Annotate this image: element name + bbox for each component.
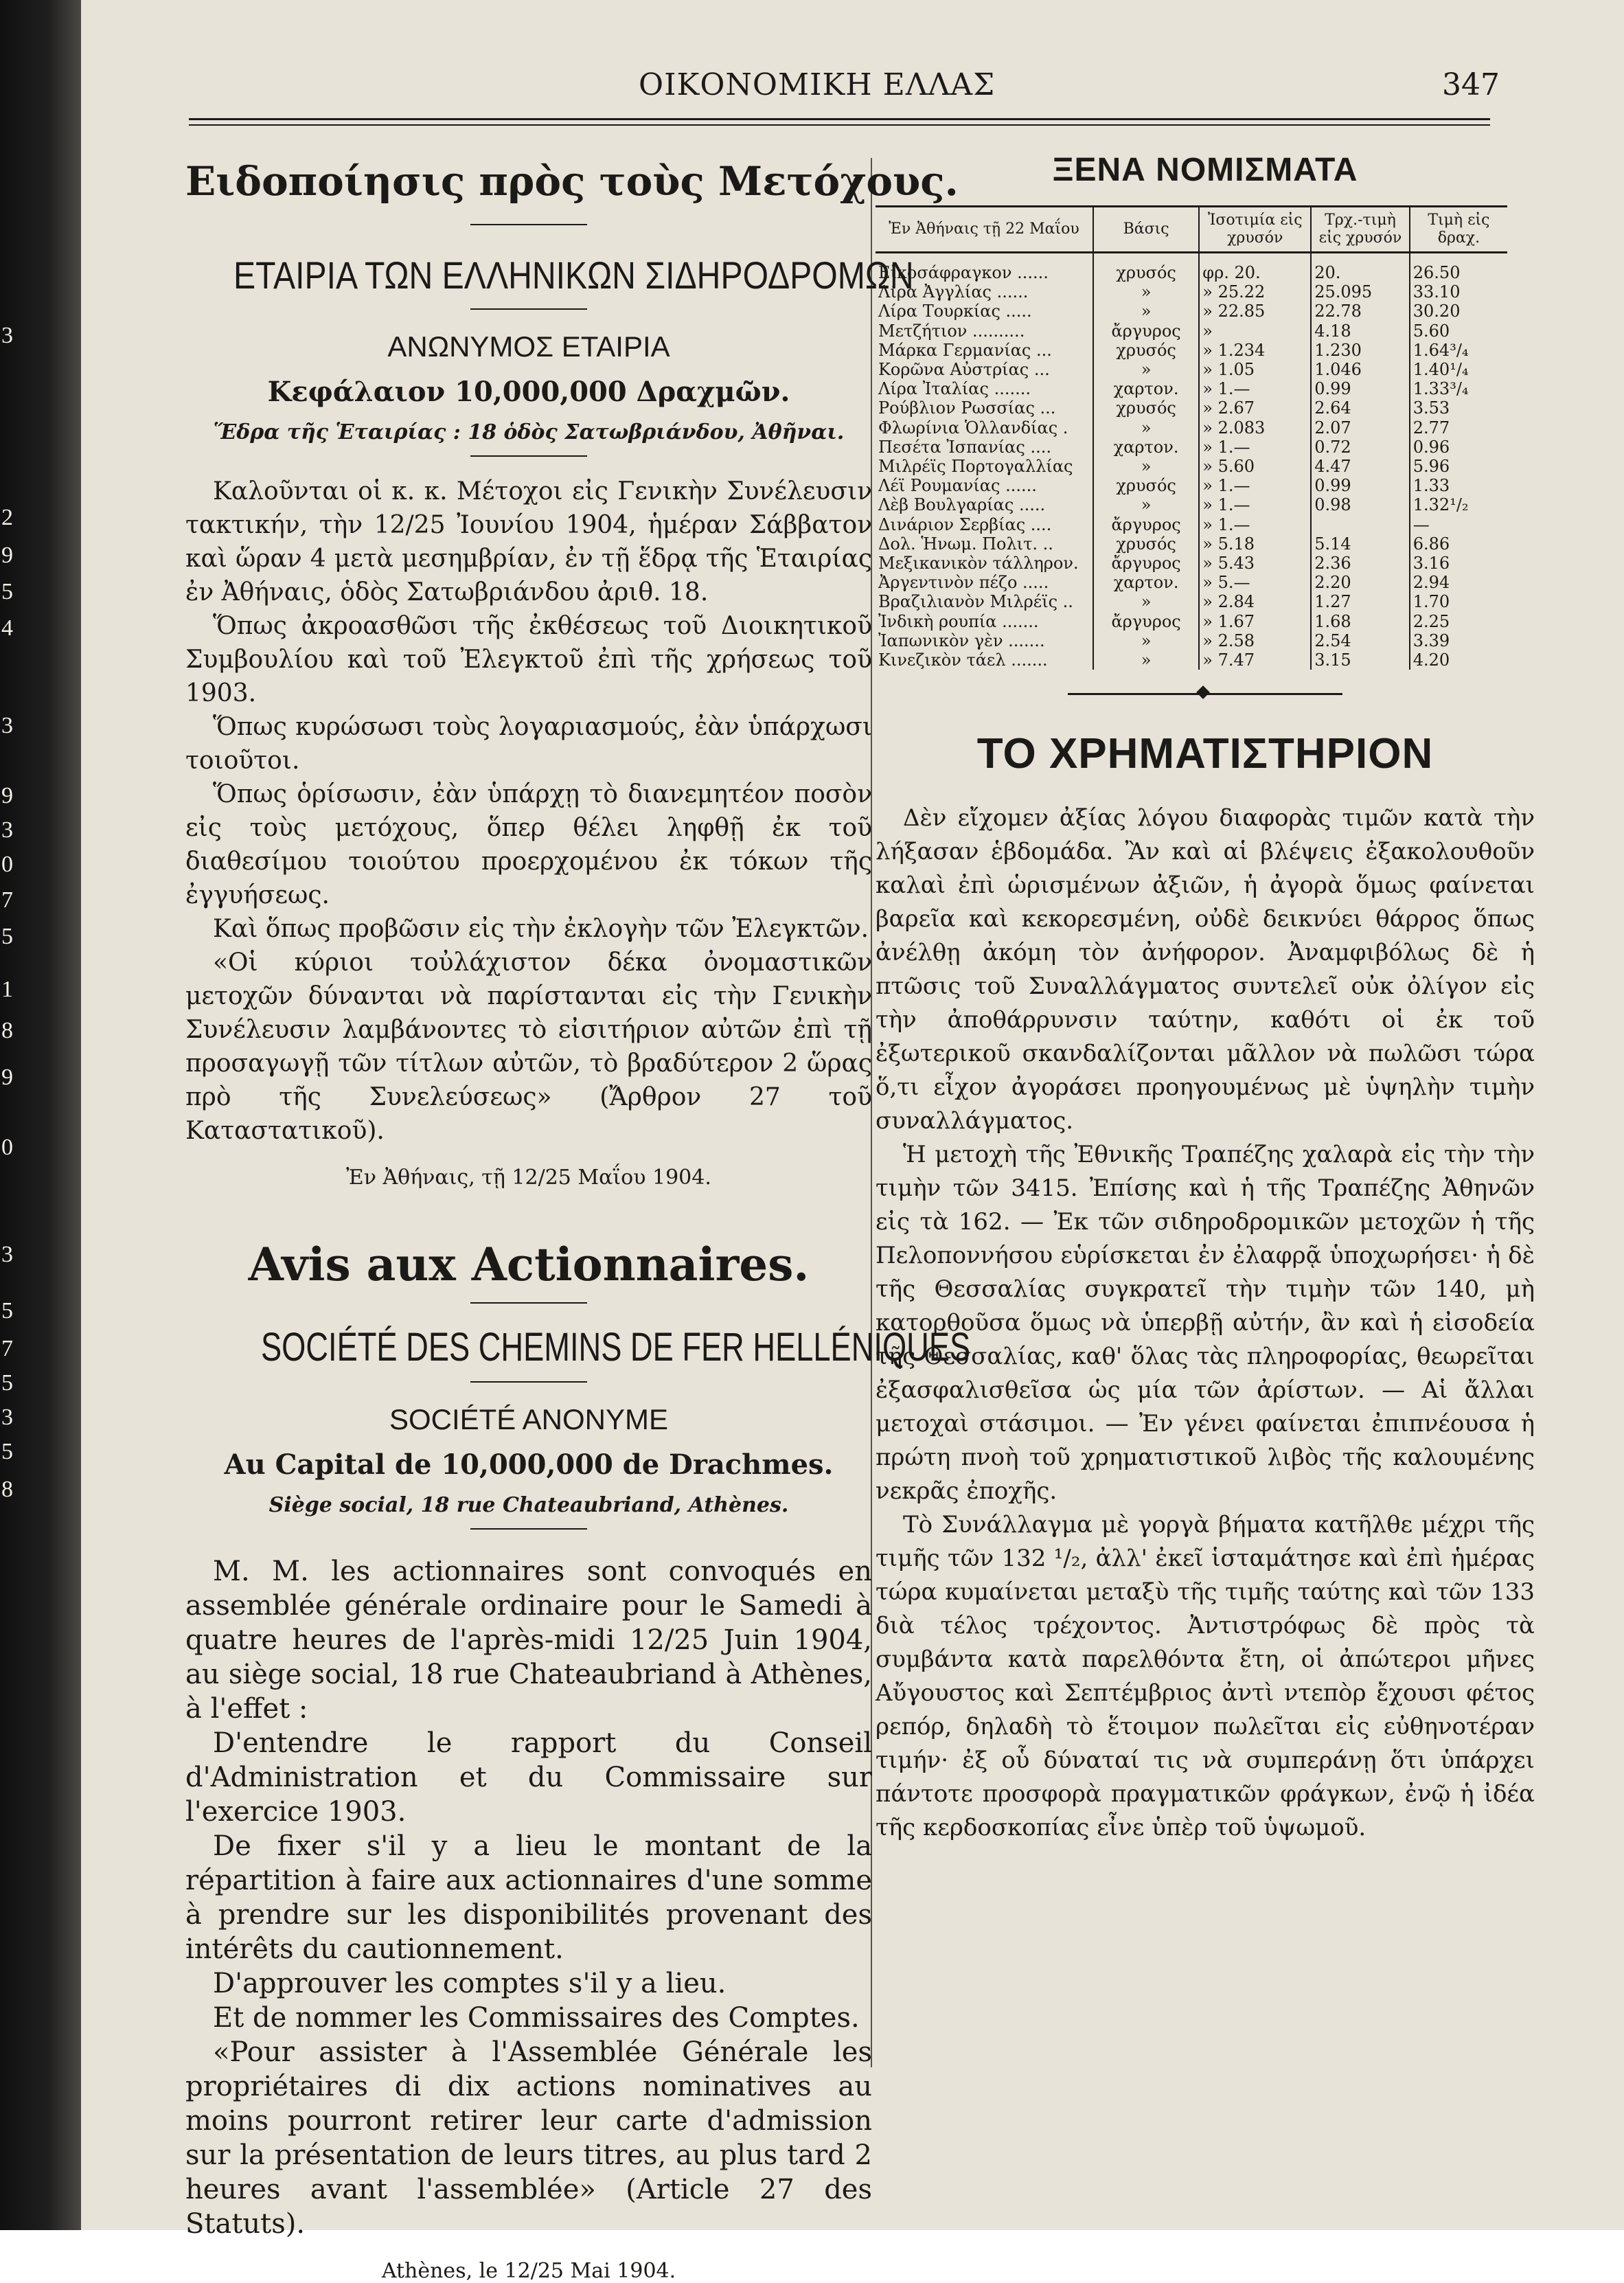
basis-cell: » xyxy=(1093,631,1199,650)
binding-digit: 7 xyxy=(1,887,13,913)
table-row xyxy=(876,253,1507,283)
table-row xyxy=(876,398,1507,418)
binding-digit: 5 xyxy=(1,1298,13,1324)
gold-parity-cell: » xyxy=(1199,321,1311,341)
right-column xyxy=(876,151,1535,1845)
drachma-price-cell: 5.96 xyxy=(1410,457,1507,476)
paragraph: Ἡ μετοχὴ τῆς Ἐθνικῆς Τραπέζης χαλαρὰ εἰς τὴν τὴν τιμὴν τῶν 3415. Ἐπίσης καὶ ἡ τῆς Τραπέζης Ἀθηνῶν εἰς τὰ 162. — Ἐκ τῶν σιδηροδρομικῶν μετοχῶν ἡ τῆς Πελοποννήσου εὑρίσκεται ἐν ἐλαφρᾷ ὑποχωρήσει· ἡ δὲ τῆς Θεσσαλίας συγκρατεῖ τὴν τιμὴν τῶν 140, μὴ κατορθοῦσα ὅμως νὰ ὑπερβῇ αὐτήν, ἂν καὶ ἡ εἰσοδεία τῆς Θεσσαλίας, καθ' ὅλας τὰς πληροφορίας, θεωρεῖται ἐξασφαλισθεῖσα ὡς μία τῶν ἀρίστων. — Αἱ ἄλλαι μετοχαὶ στάσιμοι. — Ἐν γένει φαίνεται ἐπιπνέουσα ἡ πρώτη πνοὴ τοῦ χρηματιστικοῦ λιβὸς τῆς καλουμένης νεκρᾶς ἐποχῆς. xyxy=(876,1141,1535,1506)
currency-name-cell: Φλωρίνια Ὁλλανδίας . xyxy=(878,418,1068,438)
currency-name-cell: Μιλρέϊς Πορτογαλλίας xyxy=(878,457,1073,477)
basis-cell: » xyxy=(1093,457,1199,476)
gold-parity-cell: » 1.— xyxy=(1199,495,1311,514)
greek-seat: Ἕδρα τῆς Ἑταιρίας : 18 ὁδὸς Σατωβριάνδου, Ἀθῆναι. xyxy=(213,420,845,444)
page-number: 347 xyxy=(1442,67,1500,102)
gold-parity-cell: » 1.— xyxy=(1199,438,1311,457)
currency-name-cell: Ἀργεντινὸν πέζο ..... xyxy=(878,573,1049,593)
drachma-price-cell: 26.50 xyxy=(1410,253,1507,283)
current-gold-cell: 2.07 xyxy=(1311,418,1410,438)
drachma-price-cell: 1.40¹/₄ xyxy=(1410,360,1507,379)
current-gold-cell: 1.68 xyxy=(1311,612,1410,631)
currency-name-cell: Λέϊ Ρουμανίας ...... xyxy=(878,476,1037,496)
currency-name-cell: Κορῶνα Αὐστρίας ... xyxy=(878,360,1050,380)
table-row xyxy=(876,282,1507,302)
current-gold-cell xyxy=(1311,515,1410,534)
basis-cell: » xyxy=(1093,495,1199,514)
currency-name-cell: Λὲβ Βουλγαρίας ..... xyxy=(878,495,1046,515)
header-rule-bottom xyxy=(189,124,1490,126)
paragraph: D'entendre le rapport du Conseil d'Administration et du Commissaire sur l'exercice 1903. xyxy=(185,1727,872,1828)
gold-parity-cell: » 1.— xyxy=(1199,476,1311,495)
french-signature-date: Athènes, le 12/25 Mai 1904. xyxy=(381,2259,676,2283)
binding-digit: 3 xyxy=(1,323,13,348)
gold-parity-cell: » 22.85 xyxy=(1199,302,1311,321)
drachma-price-cell: 4.20 xyxy=(1410,650,1507,670)
table-row xyxy=(876,495,1507,514)
currency-name-cell: Κινεζικὸν τάελ ....... xyxy=(878,650,1048,670)
table-row xyxy=(876,631,1507,650)
basis-cell: » xyxy=(1093,282,1199,302)
currency-name-cell: Λίρα Τουρκίας ..... xyxy=(878,302,1032,321)
drachma-price-cell: 1.33³/₄ xyxy=(1410,379,1507,398)
french-seat: Siège social, 18 rue Chateaubriand, Athènes. xyxy=(268,1493,789,1517)
gold-parity-cell: » 1.234 xyxy=(1199,341,1311,360)
french-company-type: SOCIÉTÉ ANONYME xyxy=(389,1403,669,1435)
drachma-price-cell: 6.86 xyxy=(1410,534,1507,554)
currency-name-cell: Δινάριον Σερβίας .... xyxy=(878,514,1052,534)
paragraph: «Pour assister à l'Assemblée Générale les propriétaires di dix actions nominatives au moins pourront retirer leur carte d'admission sur la présentation de leurs titres, au plus tard 2 heures avant l'assemblée» (Article 27 des Statuts). xyxy=(185,2036,872,2240)
paragraph: Ὅπως ὁρίσωσιν, ἐὰν ὑπάρχῃ τὸ διανεμητέον ποσὸν εἰς τοὺς μετόχους, ὅπερ θέλει ληφθῇ ἐκ τοῦ διαθεσίμου τοιούτου προερχομένου ἐκ τόκων τῆς ἐγγυήσεως. xyxy=(185,780,872,909)
divider xyxy=(470,1302,587,1304)
basis-cell: χαρτον. xyxy=(1093,379,1199,398)
currency-name-cell: Μάρκα Γερμανίας ... xyxy=(878,340,1052,360)
current-gold-cell: 0.99 xyxy=(1311,476,1410,495)
basis-cell: » xyxy=(1093,360,1199,379)
drachma-price-cell: 1.33 xyxy=(1410,476,1507,495)
drachma-price-cell: 33.10 xyxy=(1410,282,1507,302)
currency-name-cell: Λίρα Ἰταλίας ....... xyxy=(878,379,1031,399)
ornament-diamond xyxy=(1196,685,1210,699)
paragraph: Δὲν εἴχομεν ἀξίας λόγου διαφορὰς τιμῶν κατὰ τὴν λήξασαν ἑβδομάδα. Ἂν καὶ αἱ βλέψεις ἐξακολουθοῦν καλαὶ ἐπὶ ὡρισμένων ἀξιῶν, ἡ ἀγορὰ ὅμως φαίνεται βαρεῖα καὶ κεκορεσμένη, οὐδὲ δεικνύει θάρρος ὅπως ἀνέλθῃ ἀκόμη τὸν ἀνήφορον. Ἀναμφιβόλως δὲ ἡ πτῶσις τοῦ Συναλλάγματος συντελεῖ οὐκ ὀλίγον εἰς τὴν ἀποθάρρυνσιν ταύτην, καθότι οἱ ἐκ τοῦ ἐξωτερικοῦ σκανδαλίζονται μᾶλλον νὰ πωλῶσι τώρα ὅ,τι εἶχον ἀγοράσει προηγουμένως μὲ ὑψηλὴν τιμὴν συναλλάγματος. xyxy=(876,804,1535,1135)
gold-parity-cell: » 25.22 xyxy=(1199,282,1311,302)
currency-name-cell: Βραζιλιανὸν Μιλρέϊς .. xyxy=(878,592,1073,612)
current-gold-cell: 4.47 xyxy=(1311,457,1410,476)
drachma-price-cell: 1.70 xyxy=(1410,592,1507,611)
drachma-price-cell: 0.96 xyxy=(1410,438,1507,457)
paragraph: Καλοῦνται οἱ κ. κ. Μέτοχοι εἰς Γενικὴν Συνέλευσιν τακτικήν, τὴν 12/25 Ἰουνίου 1904, ἡμέραν Σάββατον καὶ ὥραν 4 μετὰ μεσημβρίαν, ἐν τῇ ἕδρᾳ τῆς Ἑταιρίας ἐν Ἀθήναις, ὁδὸς Σατωβριάνδου ἀριθ. 18. xyxy=(185,477,872,606)
divider xyxy=(470,455,587,457)
paragraph: M. M. les actionnaires sont convoqués en assemblée générale ordinaire pour le Samedi à quatre heures de l'après-midi 12/25 Juin 1904, au siège social, 18 rue Chateaubriand à Athènes, à l'effet : xyxy=(185,1556,872,1725)
binding-digit: 0 xyxy=(1,852,13,877)
basis-cell: ἄργυρος xyxy=(1093,321,1199,341)
current-gold-cell: 2.36 xyxy=(1311,554,1410,573)
gold-parity-cell: » 5.18 xyxy=(1199,534,1311,554)
current-gold-cell: 20. xyxy=(1311,253,1410,283)
table-row xyxy=(876,515,1507,534)
basis-cell: » xyxy=(1093,650,1199,670)
column-header-date: Ἐν Ἀθήναις τῇ 22 Μαΐου xyxy=(876,207,1093,253)
paragraph: Τὸ Συνάλλαγμα μὲ γοργὰ βήματα κατῆλθε μέχρι τῆς τιμῆς τῶν 132 ¹/₂, ἀλλ' ἐκεῖ ἱσταμάτησε καὶ ἐπὶ ἡμέρας τώρα κυμαίνεται μεταξὺ τῆς τιμῆς ταύτης καὶ τῶν 133 διὰ τέλος τρέχοντος. Ἀντιστρόφως δὲ πρὸς τὰ συμβάντα κατὰ παρελθόντα ἔτη, οἱ ἀπώτεροι μῆνες Αὔγουστος καὶ Σεπτέμβριος ἀντὶ ντεπὸρ ἔχουσι φέτος ρεπόρ, δηλαδὴ τὸ ἕτοιμον πωλεῖται εἰς εὐθηνοτέραν τιμήν· ἐξ οὗ δύναταί τις νὰ συμπεράνῃ ὅτι ὑπάρχει πάντοτε προσφορὰ πραγματικῶν φράγκων, ἐνῷ ἡ ἰδέα τῆς κερδοσκοπίας εἶνε ὑπὲρ τοῦ ὑψωμοῦ. xyxy=(876,1511,1535,1842)
greek-company-name: ΕΤΑΙΡΙΑ ΤΩΝ ΕΛΛΗΝΙΚΩΝ ΣΙΔΗΡΟΔΡΟΜΩΝ xyxy=(233,253,914,297)
basis-cell: ἄργυρος xyxy=(1093,612,1199,631)
current-gold-cell: 1.046 xyxy=(1311,360,1410,379)
current-gold-cell: 1.27 xyxy=(1311,592,1410,611)
running-title: ΟΙΚΟΝΟΜΙΚΗ ΕΛΛΑΣ xyxy=(639,67,996,102)
binding-digit: 9 xyxy=(1,783,13,808)
gold-parity-cell: » 5.— xyxy=(1199,573,1311,592)
binding-digit: 5 xyxy=(1,579,13,604)
binding-digit: 5 xyxy=(1,1439,13,1464)
drachma-price-cell: 1.64³/₄ xyxy=(1410,341,1507,360)
current-gold-cell: 0.99 xyxy=(1311,379,1410,398)
table-row xyxy=(876,554,1507,573)
divider xyxy=(470,1381,587,1383)
currency-name-cell: Δολ. Ἡνωμ. Πολιτ. .. xyxy=(878,534,1053,554)
divider xyxy=(470,1528,587,1530)
gold-parity-cell: » 5.60 xyxy=(1199,457,1311,476)
binding-digit: 9 xyxy=(1,543,13,568)
basis-cell: χρυσός xyxy=(1093,476,1199,495)
french-notice-body xyxy=(185,1554,872,2241)
table-row xyxy=(876,438,1507,457)
table-row xyxy=(876,302,1507,321)
foreign-currencies-rows xyxy=(876,253,1507,670)
currency-name-cell: Λίρα Ἀγγλίας ...... xyxy=(878,282,1029,302)
binding-digit: 9 xyxy=(1,1065,13,1090)
column-header-drachma-price: Τιμὴ εἰς δραχ. xyxy=(1410,207,1507,253)
gold-parity-cell: » 2.84 xyxy=(1199,592,1311,611)
drachma-price-cell: 5.60 xyxy=(1410,321,1507,341)
gold-parity-cell: » 1.05 xyxy=(1199,360,1311,379)
french-company-name: SOCIÉTÉ DES CHEMINS DE FER HELLÉNIQUES xyxy=(261,1325,971,1370)
table-row xyxy=(876,534,1507,554)
current-gold-cell: 22.78 xyxy=(1311,302,1410,321)
table-row xyxy=(876,418,1507,438)
basis-cell: χρυσός xyxy=(1093,253,1199,283)
paragraph: De fixer s'il y a lieu le montant de la répartition à faire aux actionnaires d'une somme à prendre sur les disponibilités provenant des intérêts du cautionnement. xyxy=(185,1830,872,1965)
paragraph: D'approuver les comptes s'il y a lieu. xyxy=(213,1968,727,1999)
binding-digit: 0 xyxy=(1,1135,13,1160)
basis-cell: ἄργυρος xyxy=(1093,515,1199,534)
basis-cell: χαρτον. xyxy=(1093,438,1199,457)
current-gold-cell: 5.14 xyxy=(1311,534,1410,554)
drachma-price-cell: 2.25 xyxy=(1410,612,1507,631)
table-row xyxy=(876,321,1507,341)
column-header-basis: Βάσις xyxy=(1093,207,1199,253)
current-gold-cell: 0.98 xyxy=(1311,495,1410,514)
currency-name-cell: Μεξικανικὸν τάλληρον. xyxy=(878,554,1079,573)
french-notice-heading: Avis aux Actionnaires. xyxy=(248,1238,810,1291)
binding-digit: 3 xyxy=(1,817,13,843)
current-gold-cell: 1.230 xyxy=(1311,341,1410,360)
current-gold-cell: 4.18 xyxy=(1311,321,1410,341)
basis-cell: χαρτον. xyxy=(1093,573,1199,592)
table-row xyxy=(876,592,1507,611)
divider xyxy=(470,308,587,310)
binding-digit: 8 xyxy=(1,1477,13,1502)
header-rule-top xyxy=(189,118,1490,120)
gold-parity-cell: » 1.— xyxy=(1199,379,1311,398)
table-row xyxy=(876,573,1507,592)
binding-digit: 2 xyxy=(1,505,13,530)
foreign-currencies-heading: ΞΕΝΑ ΝΟΜΙΣΜΑΤΑ xyxy=(1052,152,1358,188)
drachma-price-cell: 2.94 xyxy=(1410,573,1507,592)
table-row xyxy=(876,379,1507,398)
currency-name-cell: Ἰνδικὴ ρουπία ....... xyxy=(878,611,1039,631)
binding-edge-digits xyxy=(0,0,23,2230)
binding-digit: 4 xyxy=(1,615,13,641)
gold-parity-cell: » 5.43 xyxy=(1199,554,1311,573)
table-row xyxy=(876,650,1507,670)
basis-cell: χρυσός xyxy=(1093,398,1199,418)
gold-parity-cell: » 2.083 xyxy=(1199,418,1311,438)
paragraph: Ὅπως κυρώσωσι τοὺς λογαριασμούς, ἐὰν ὑπάρχωσι τοιοῦτοι. xyxy=(185,713,872,775)
drachma-price-cell: 3.16 xyxy=(1410,554,1507,573)
current-gold-cell: 0.72 xyxy=(1311,438,1410,457)
column-header-current-gold: Τρχ.-τιμὴ εἰς χρυσόν xyxy=(1311,207,1410,253)
foreign-currencies-table xyxy=(876,205,1507,670)
basis-cell: » xyxy=(1093,302,1199,321)
column-header-gold-parity: Ἰσοτιμία εἰς χρυσόν xyxy=(1199,207,1311,253)
table-row xyxy=(876,476,1507,495)
currency-name-cell: Εἰκοσάφραγκον ...... xyxy=(878,263,1049,282)
binding-digit: 5 xyxy=(1,1370,13,1396)
gold-parity-cell: φρ. 20. xyxy=(1199,253,1311,283)
current-gold-cell: 2.64 xyxy=(1311,398,1410,418)
gold-parity-cell: » 7.47 xyxy=(1199,650,1311,670)
paragraph: Καὶ ὅπως προβῶσιν εἰς τὴν ἐκλογὴν τῶν Ἐλεγκτῶν. xyxy=(213,915,869,943)
stock-exchange-heading: ΤΟ ΧΡΗΜΑΤΙΣΤΗΡΙΟΝ xyxy=(976,730,1434,778)
french-capital: Au Capital de 10,000,000 de Drachmes. xyxy=(224,1449,834,1481)
gold-parity-cell: » 2.58 xyxy=(1199,631,1311,650)
paragraph: Ὅπως ἀκροασθῶσι τῆς ἐκθέσεως τοῦ Διοικητικοῦ Συμβουλίου καὶ τοῦ Ἐλεγκτοῦ ἐπὶ τῆς χρήσεως τοῦ 1903. xyxy=(185,612,872,707)
current-gold-cell: 3.15 xyxy=(1311,650,1410,670)
greek-capital: Κεφάλαιον 10,000,000 Δραχμῶν. xyxy=(267,376,790,408)
binding-digit: 1 xyxy=(1,977,13,1002)
greek-notice-heading: Ειδοποίησις πρὸς τοὺς Μετόχους. xyxy=(185,158,959,205)
currency-name-cell: Ρούβλιον Ρωσσίας ... xyxy=(878,398,1056,418)
ornament-divider xyxy=(1068,693,1342,695)
paragraph: «Οἱ κύριοι τοὐλάχιστον δέκα ὀνομαστικῶν μετοχῶν δύνανται νὰ παρίστανται εἰς τὴν Γενικὴν Συνέλευσιν λαμβάνοντες τὸ εἰσιτήριον αὐτῶν ἐπὶ τῇ προσαγωγῇ τῶν τίτλων αὐτῶν, τὸ βραδύτερον 2 ὥρας πρὸ τῆς Συνελεύσεως» (Ἄρθρον 27 τοῦ Καταστατικοῦ). xyxy=(185,949,872,1145)
paragraph: Et de nommer les Commissaires des Comptes. xyxy=(213,2002,860,2034)
currency-name-cell: Μετζήτιον .......... xyxy=(878,321,1025,341)
current-gold-cell: 25.095 xyxy=(1311,282,1410,302)
currency-name-cell: Ἰαπωνικὸν γὲν ....... xyxy=(878,631,1045,650)
basis-cell: » xyxy=(1093,592,1199,611)
drachma-price-cell: 3.53 xyxy=(1410,398,1507,418)
drachma-price-cell: — xyxy=(1410,515,1507,534)
greek-company-type: ΑΝΩΝΥΜΟΣ ΕΤΑΙΡΙΑ xyxy=(387,330,670,363)
basis-cell: » xyxy=(1093,418,1199,438)
currency-name-cell: Πεσέτα Ἰσπανίας .... xyxy=(878,437,1051,457)
table-header-row xyxy=(876,207,1507,253)
table-row xyxy=(876,457,1507,476)
current-gold-cell: 2.20 xyxy=(1311,573,1410,592)
greek-signature-date: Ἐν Ἀθήναις, τῇ 12/25 Μαΐου 1904. xyxy=(346,1166,711,1190)
drachma-price-cell: 1.32¹/₂ xyxy=(1410,495,1507,514)
table-row xyxy=(876,360,1507,379)
greek-notice-body xyxy=(185,475,872,1148)
binding-digit: 3 xyxy=(1,713,13,738)
table-row xyxy=(876,612,1507,631)
gold-parity-cell: » 2.67 xyxy=(1199,398,1311,418)
basis-cell: ἄργυρος xyxy=(1093,554,1199,573)
stock-exchange-body xyxy=(876,802,1535,1845)
basis-cell: χρυσός xyxy=(1093,534,1199,554)
binding-digit: 7 xyxy=(1,1336,13,1361)
divider xyxy=(470,224,587,225)
binding-digit: 5 xyxy=(1,924,13,949)
gold-parity-cell: » 1.67 xyxy=(1199,612,1311,631)
basis-cell: χρυσός xyxy=(1093,341,1199,360)
current-gold-cell: 2.54 xyxy=(1311,631,1410,650)
drachma-price-cell: 3.39 xyxy=(1410,631,1507,650)
gold-parity-cell: » 1.— xyxy=(1199,515,1311,534)
binding-digit: 3 xyxy=(1,1405,13,1430)
table-row xyxy=(876,341,1507,360)
binding-digit: 3 xyxy=(1,1242,13,1267)
binding-digit: 8 xyxy=(1,1018,13,1043)
drachma-price-cell: 2.77 xyxy=(1410,418,1507,438)
drachma-price-cell: 30.20 xyxy=(1410,302,1507,321)
